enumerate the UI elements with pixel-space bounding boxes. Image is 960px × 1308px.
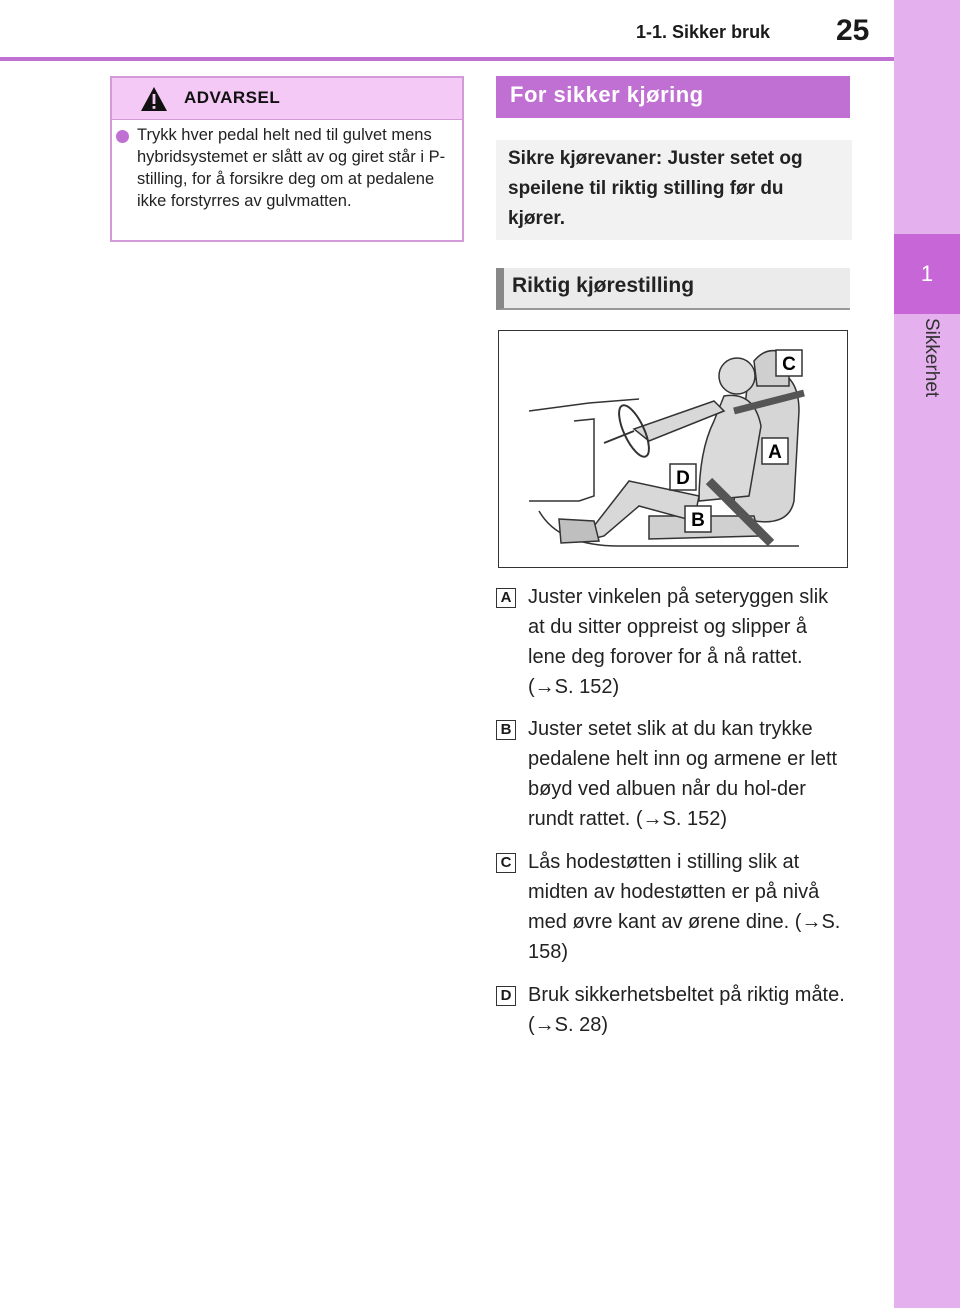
warning-triangle-icon <box>140 86 168 112</box>
callout-a-text: A <box>768 442 782 463</box>
callout-b-text: B <box>691 510 705 531</box>
driver-seat-illustration <box>499 331 846 566</box>
subsection-heading-bar <box>496 268 850 310</box>
warning-title: ADVARSEL <box>184 88 281 107</box>
driving-position-figure <box>498 330 848 568</box>
chapter-tab[interactable] <box>894 234 960 314</box>
item-text: Bruk sikkerhetsbeltet på riktig måte. (→S. 28) <box>528 984 845 1036</box>
section-header-title: 1-1. Sikker bruk <box>636 22 771 42</box>
header-divider <box>0 57 894 61</box>
callout-c-text: C <box>782 354 796 375</box>
chapter-number: 1 <box>920 261 934 286</box>
warning-box <box>110 76 464 242</box>
item-text: Lås hodestøtten i stilling slik at midten av hodestøtten er på nivå med øvre kant av ørene dine. (→S. 158) <box>528 851 841 963</box>
chapter-label: Sikkerhet <box>921 318 942 398</box>
item-label: C <box>496 853 516 873</box>
section-heading-bar <box>496 76 850 118</box>
callout-d-text: D <box>676 468 690 489</box>
intro-box <box>496 140 852 240</box>
section-heading: For sikker kjøring <box>510 82 704 107</box>
subsection-heading: Riktig kjørestilling <box>512 274 695 297</box>
chapter-sidebar <box>894 0 960 1308</box>
warning-body <box>112 120 462 212</box>
item-label: A <box>496 588 516 608</box>
bullet-icon <box>116 130 129 143</box>
intro-text: Sikre kjørevaner: Juster setet og speilene til riktig stilling før du kjører. <box>508 148 803 229</box>
item-label: D <box>496 986 516 1006</box>
warning-header <box>112 78 462 120</box>
item-text: Juster vinkelen på seteryggen slik at du sitter oppreist og slipper å lene deg forover for å nå rattet. (→S. 152) <box>528 586 829 698</box>
item-text: Juster setet slik at du kan trykke pedalene helt inn og armene er lett bøyd ved albuen når du hol-der rundt rattet. (→S. 152) <box>528 718 838 830</box>
warning-text: Trykk hver pedal helt ned til gulvet mens hybridsystemet er slått av og giret står i P-stilling, for å forsikre deg om at pedalene ikke forstyrres av gulvmatten. <box>137 126 446 210</box>
item-label: B <box>496 720 516 740</box>
page-number: 25 <box>836 14 870 47</box>
